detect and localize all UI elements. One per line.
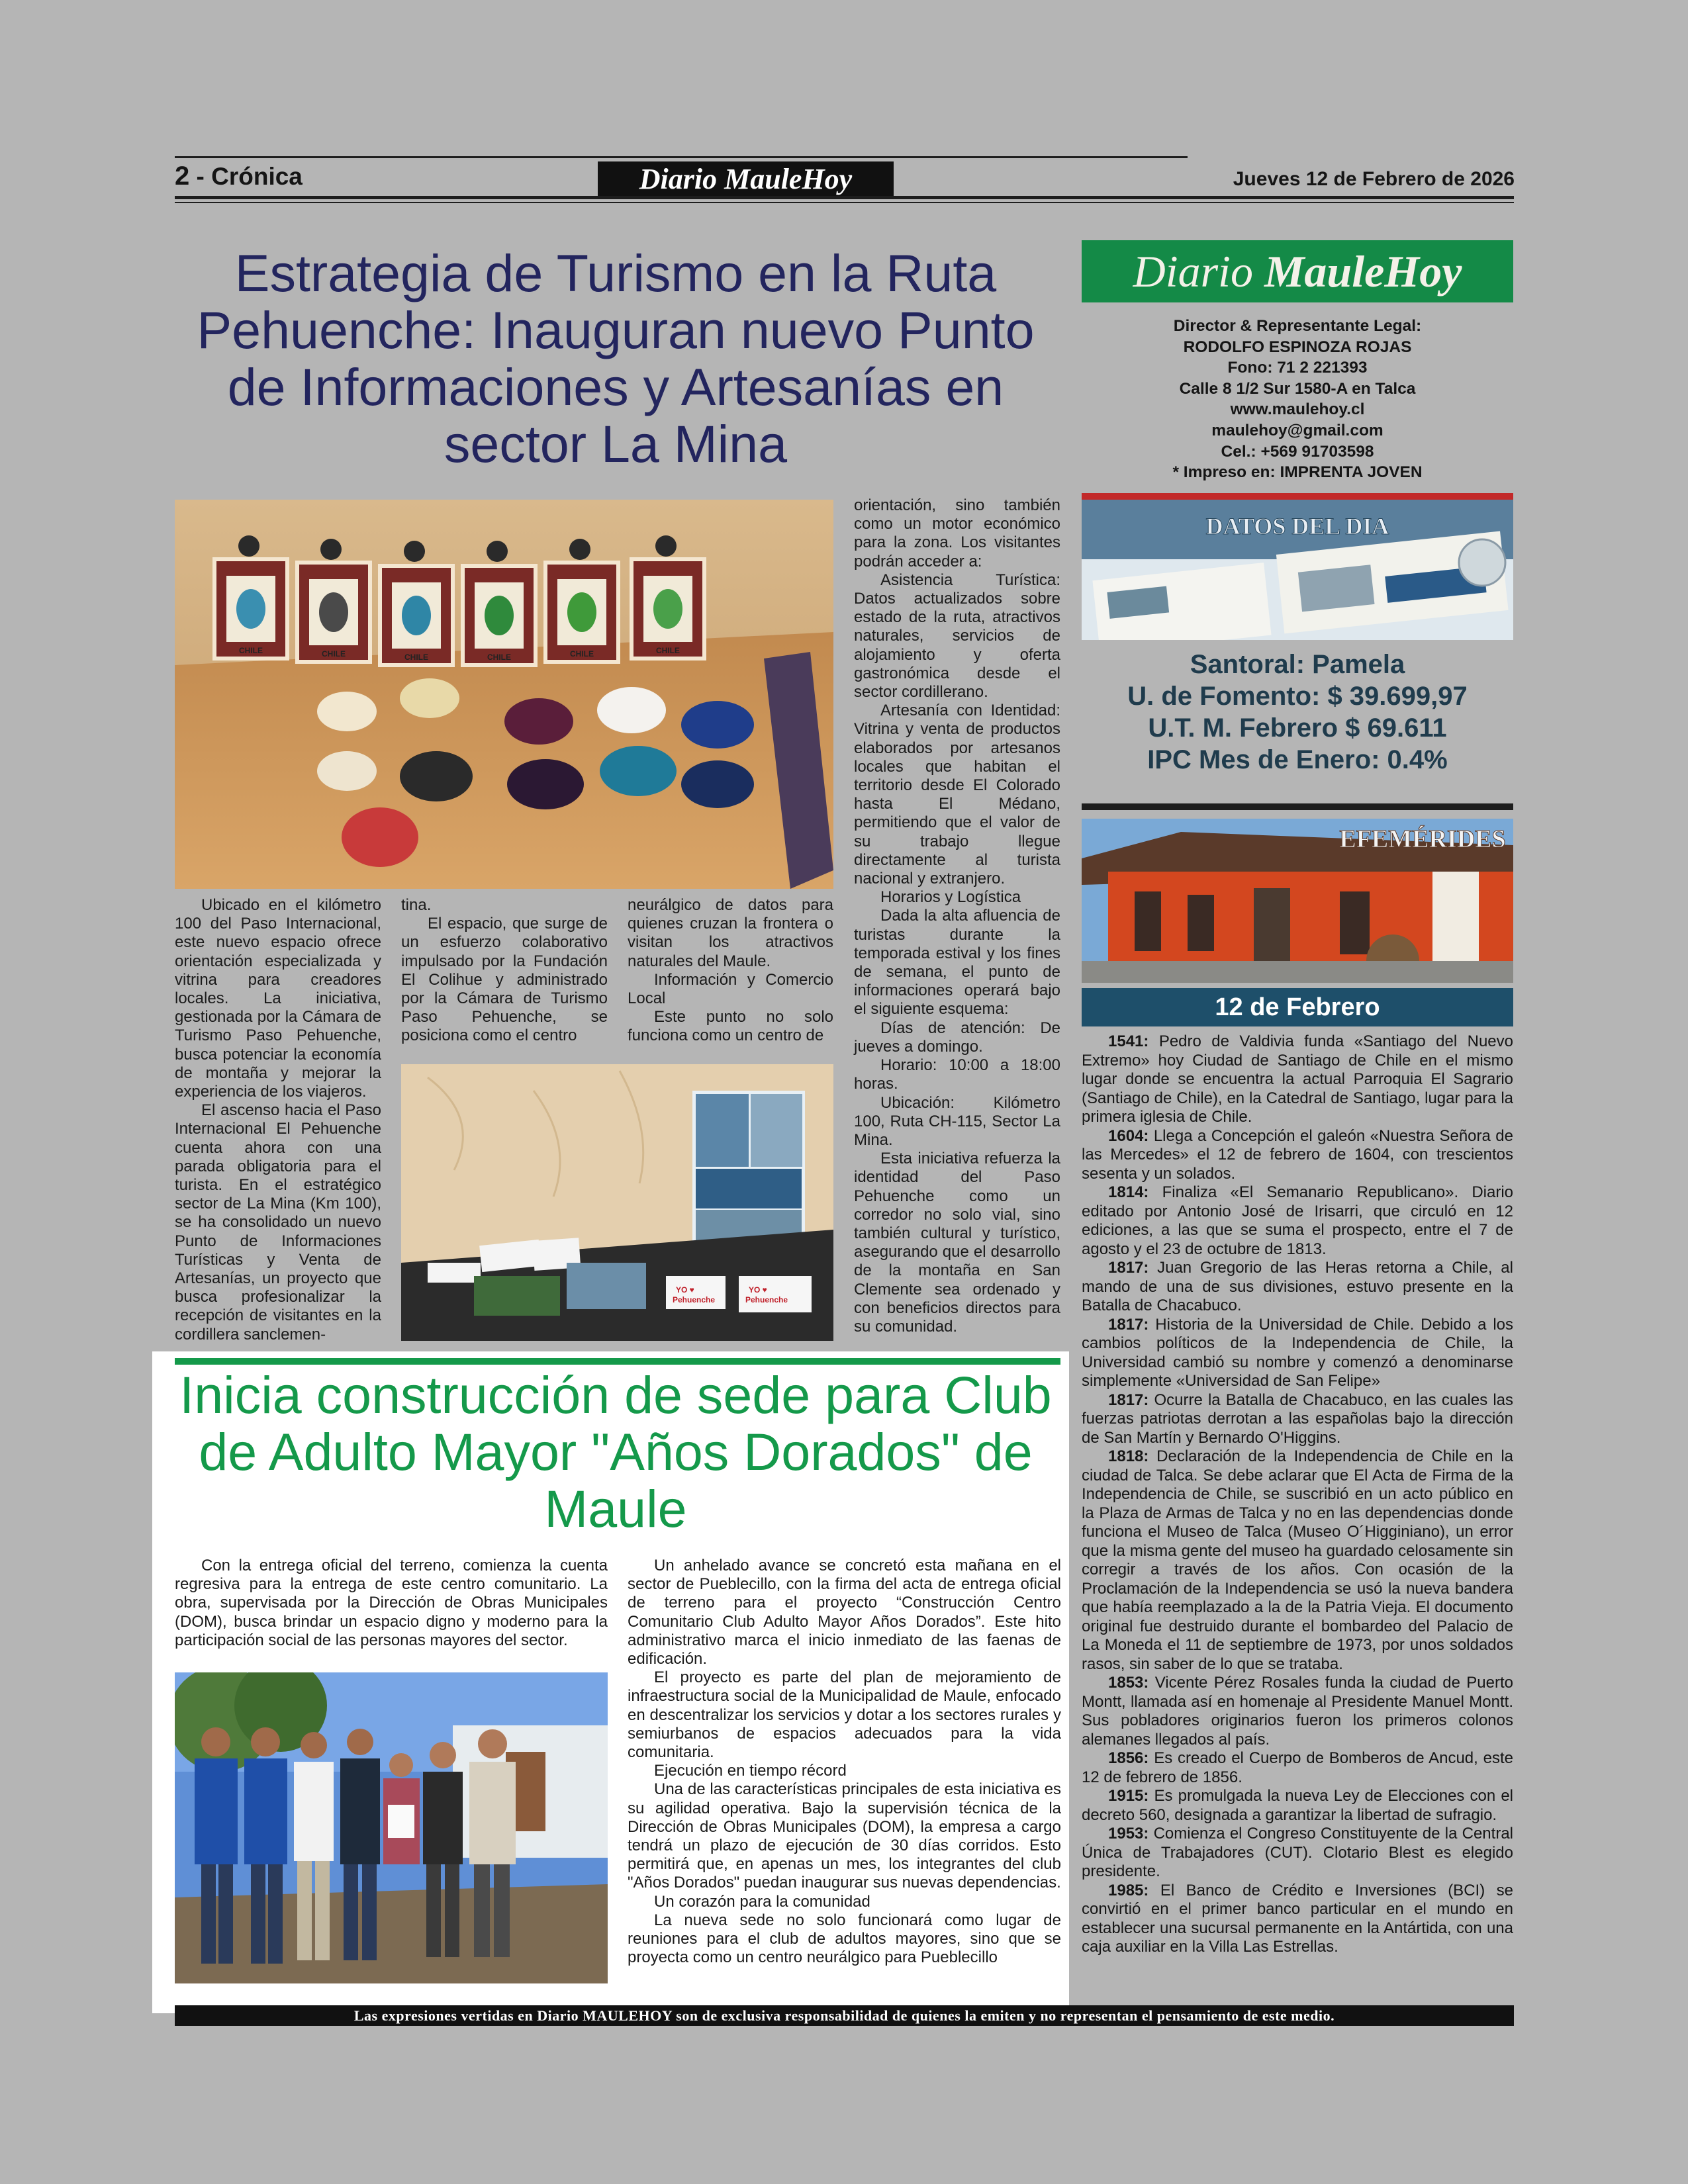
utm-value: U.T. M. Febrero $ 69.611 bbox=[1148, 713, 1447, 743]
paragraph: Horario: 10:00 a 18:00 horas. bbox=[854, 1056, 1060, 1093]
paragraph: Un anhelado avance se concretó esta mañana en el sector de Pueblecillo, con la firma del acta de entrega oficial de terreno para el proyecto “Construcción Centro Comunitario Club Adulto Mayor Años Dorados”. Este hito administrativo marca el inicio inmediato de las faenas de edificación. bbox=[628, 1557, 1061, 1668]
subheading: Un corazón para la comunidad bbox=[654, 1892, 870, 1911]
section-name: - Crónica bbox=[196, 163, 303, 190]
paragraph: Una de las características principales de esta iniciativa es su agilidad operativa. Bajo la supervisión técnica de la Dirección de Obras Municipales (DOM), la empresa a cargo tendrá un plazo de ejecución de 30 días corridos. Esto permitirá que, en apenas un mes, los integrantes del club "Años Dorados" puedan inaugurar sus nuevas dependencias. bbox=[628, 1780, 1061, 1892]
header-logo: Diario MauleHoy bbox=[598, 161, 894, 197]
sign-label-yo: YO ♥ bbox=[749, 1285, 767, 1295]
daily-indicators bbox=[1082, 649, 1513, 776]
article1-column-2 bbox=[401, 896, 608, 1046]
info-line: Director & Representante Legal: bbox=[1173, 317, 1422, 335]
efemerides-list bbox=[1082, 1032, 1513, 1957]
paragraph: Dada la alta afluencia de turistas durante la temporada estival y los fines de semana, el punto de informaciones operará bajo el siguiente esquema: bbox=[854, 907, 1060, 1019]
masthead-logo-b: MauleHoy bbox=[1264, 246, 1462, 296]
info-line: RODOLFO ESPINOZA ROJAS bbox=[1183, 338, 1412, 356]
paragraph: El ascenso hacia el Paso Internacional El Pehuenche cuenta ahora con una parada obligatoria para el turista. En el estratégico sector de La Mina (Km 100), se ha consolidado un nuevo Punto de Informaciones Turísticas y Venta de Artesanías, un proyecto que busca profesionalizar la recepción de visitantes en la cordillera sanclemen- bbox=[175, 1101, 381, 1343]
efemerides-date: 12 de Febrero bbox=[1082, 988, 1513, 1026]
info-line: Cel.: +569 91703598 bbox=[1221, 442, 1374, 461]
paragraph: La nueva sede no solo funcionará como lugar de reuniones para el club de adultos mayores, sino que se proyecta como un centro neurálgico para Pueblecillo bbox=[628, 1911, 1061, 1967]
masthead-logo-a: Diario bbox=[1133, 246, 1264, 296]
subheading: Horarios y Logística bbox=[880, 888, 1021, 907]
ipc-value: IPC Mes de Enero: 0.4% bbox=[1147, 745, 1448, 774]
paragraph: tina. bbox=[401, 896, 432, 914]
efemerides-banner bbox=[1082, 819, 1513, 983]
craft-label: CHILE bbox=[570, 649, 594, 659]
crafts-photo bbox=[175, 500, 833, 889]
article2-top-rule bbox=[175, 1358, 1060, 1365]
efemeride-item: 1985: El Banco de Crédito e Inversiones (BCI) se convirtió en el primer banco particular en el mundo en establecer una sucursal permanente en la Antártida, con una caja auxiliar en la Villa Las Estrellas. bbox=[1082, 1881, 1513, 1956]
paragraph: Esta iniciativa refuerza la identidad del Paso Pehuenche como un corredor no solo vial, sino también cultural y turístico, asegurando que el desarrollo de la montaña en San Clemente sea ordenado y con beneficios directos para su comunidad. bbox=[854, 1150, 1060, 1336]
paragraph: Días de atención: De jueves a domingo. bbox=[854, 1019, 1060, 1056]
article1-column-1 bbox=[175, 896, 381, 1344]
club-photo bbox=[175, 1672, 608, 1983]
paragraph: orientación, sino también como un motor económico para la zona. Los visitantes podrán acceder a: bbox=[854, 496, 1060, 570]
paragraph: El proyecto es parte del plan de mejoramiento de infraestructura social de la Municipalidad de Maule, enfocado en descentralizar los servicios y dotar a los sectores rurales y semiurbanos de espacios adecuados para la vida comunitaria. bbox=[628, 1668, 1061, 1762]
datos-del-dia-banner bbox=[1082, 500, 1513, 640]
article1-column-4 bbox=[854, 496, 1060, 1336]
footer-disclaimer: Las expresiones vertidas en Diario MAULEHOY son de exclusiva responsabilidad de quienes la emiten y no representan el pensamiento de este medio. bbox=[175, 2005, 1514, 2026]
efemeride-item: 1915: Es promulgada la nueva Ley de Elecciones con el decreto 560, designada a garantizar la libertad de sufragio. bbox=[1082, 1787, 1513, 1824]
efemeride-item: 1817: Ocurre la Batalla de Chacabuco, en las cuales las fuerzas patriotas derrotan a las españolas bajo la dirección de San Martín y Bernardo O'Higgins. bbox=[1082, 1390, 1513, 1447]
info-point-photo bbox=[401, 1064, 833, 1341]
article2-headline: Inicia construcción de sede para Club de Adulto Mayor "Años Dorados" de Maule bbox=[179, 1365, 1052, 1538]
header-top-rule bbox=[175, 156, 1188, 158]
masthead-logo bbox=[1082, 240, 1513, 302]
header-rule-thin bbox=[175, 202, 1514, 203]
paragraph: Asistencia Turística: Datos actualizados sobre estado de la ruta, atractivos naturales, servicios de alojamiento y oferta gastronómica desde el sector cordillerano. bbox=[854, 570, 1060, 702]
craft-label: CHILE bbox=[656, 646, 680, 655]
sign-label-pehuenche: Pehuenche bbox=[745, 1295, 788, 1304]
datos-top-rule bbox=[1082, 493, 1513, 500]
article1-headline: Estrategia de Turismo en la Ruta Pehuenche: Inauguran nuevo Punto de Informaciones y Artesanías en sector La Mina bbox=[197, 244, 1035, 473]
craft-label: CHILE bbox=[404, 653, 428, 662]
craft-label: CHILE bbox=[239, 646, 263, 655]
efemeride-item: 1853: Vicente Pérez Rosales funda la ciudad de Puerto Montt, llamada así en homenaje al Presidente Manuel Montt. Sus pobladores originarios fueron los primeros colonos alemanes llegados al país. bbox=[1082, 1674, 1513, 1749]
paragraph: Artesanía con Identidad: Vitrina y venta de productos elaborados por artesanos locales que habitan el territorio desde El Colorado hasta El Médano, permitiendo que el valor de su trabajo llegue directamente al turista nacional y extranjero. bbox=[854, 702, 1060, 888]
paragraph: Con la entrega oficial del terreno, comienza la cuenta regresiva para la entrega de este centro comunitario. La obra, supervisada por la Dirección de Obras Municipales (DOM), busca brindar un espacio digno y moderno para la participación social de las personas mayores del sector. bbox=[175, 1557, 608, 1649]
info-line: * Impreso en: IMPRENTA JOVEN bbox=[1172, 463, 1423, 482]
subheading: Información y Comercio Local bbox=[628, 970, 833, 1008]
article2-column-1 bbox=[175, 1557, 608, 1650]
efemerides-top-rule bbox=[1082, 803, 1513, 810]
efemeride-item: 1817: Juan Gregorio de las Heras retorna a Chile, al mando de una de sus divisiones, estuvo presente en la Batalla de Chacabuco. bbox=[1082, 1259, 1513, 1314]
paragraph: Este punto no solo funciona como un centro de bbox=[628, 1008, 833, 1045]
article1-column-3 bbox=[628, 896, 833, 1046]
craft-label: CHILE bbox=[322, 649, 346, 659]
paragraph: neurálgico de datos para quienes cruzan la frontera o visitan los atractivos naturales del Maule. bbox=[628, 896, 833, 970]
page-number: 2 bbox=[175, 161, 190, 191]
sign-label-yo: YO ♥ bbox=[676, 1285, 694, 1295]
info-line: www.maulehoy.cl bbox=[1230, 400, 1365, 419]
sign-label-pehuenche: Pehuenche bbox=[673, 1295, 716, 1304]
efemeride-item: 1817: Historia de la Universidad de Chile. Debido a los cambios políticos de la Independencia de Chile, la Universidad cambió su nombre y comenzó a denominarse simplemente «Universidad de San Felipe» bbox=[1082, 1315, 1513, 1390]
header-rule bbox=[175, 196, 1514, 199]
header-date: Jueves 12 de Febrero de 2026 bbox=[1233, 168, 1515, 190]
uf-value: U. de Fomento: $ 39.699,97 bbox=[1127, 682, 1468, 711]
efemeride-item: 1604: Llega a Concepción el galeón «Nuestra Señora de las Mercedes» el 12 de febrero de 1604, con trescientos sesenta y un solados. bbox=[1082, 1126, 1513, 1183]
article2-column-2 bbox=[628, 1557, 1061, 1967]
page-section bbox=[175, 161, 303, 191]
datos-label: DATOS DEL DIA bbox=[1205, 513, 1389, 539]
info-line: Calle 8 1/2 Sur 1580-A en Talca bbox=[1179, 379, 1416, 398]
paragraph: El espacio, que surge de un esfuerzo colaborativo impulsado por la Fundación El Colihue y administrado por la Cámara de Turismo Paso Pehuenche, se posiciona como el centro bbox=[401, 915, 608, 1045]
craft-label: CHILE bbox=[487, 653, 511, 662]
info-line: maulehoy@gmail.com bbox=[1211, 421, 1383, 439]
subheading: Ejecución en tiempo récord bbox=[654, 1762, 847, 1780]
efemeride-item: 1541: Pedro de Valdivia funda «Santiago del Nuevo Extremo» hoy Ciudad de Santiago de Chile en el mismo lugar donde se encuentra la actual Parroquia El Sagrario (Santiago de Chile), en la Catedral de Santiago, lugar para la primera iglesia de Chile. bbox=[1082, 1032, 1513, 1126]
santoral: Santoral: Pamela bbox=[1190, 650, 1405, 679]
paragraph: Ubicado en el kilómetro 100 del Paso Internacional, este nuevo espacio ofrece orientación especializada y vitrina para creadores locales. La iniciativa, gestionada por la Cámara de Turismo Paso Pehuenche, busca potenciar la economía de montaña y mejorar la experiencia de los viajeros. bbox=[175, 896, 381, 1101]
paragraph: Ubicación: Kilómetro 100, Ruta CH-115, Sector La Mina. bbox=[854, 1093, 1060, 1149]
masthead-info bbox=[1082, 316, 1513, 483]
efemeride-item: 1856: Es creado el Cuerpo de Bomberos de Ancud, este 12 de febrero de 1856. bbox=[1082, 1749, 1513, 1786]
efemeride-item: 1953: Comienza el Congreso Constituyente de la Central Única de Trabajadores (CUT). Clotario Blest es elegido presidente. bbox=[1082, 1825, 1513, 1880]
efemeride-item: 1814: Finaliza «El Semanario Republicano». Diario editado por Antonio José de Irisarri, que circuló en 12 ediciones, a las que se suma el prospecto, entre el 7 de agosto y el 23 de octubre de 1813. bbox=[1082, 1183, 1513, 1258]
efemeride-item: 1818: Declaración de la Independencia de Chile en la ciudad de Talca. Se debe aclarar que El Acta de Firma de la Independencia de Chile, se suscribió en un acto público en la Plaza de Armas de Talca y no en las dependencias donde funciona el Museo de Talca (Museo O´Higginiano), un error que la misma gente del museo ha guardado celosamente sin corregir a través de los años. Con ocasión de la Proclamación de la Independencia se usó la nueva bandera que había reemplazado a la de la Patria Vieja. El documento original fue destruido durante el bombardeo del Palacio de La Moneda el 11 de septiembre de 1973, por unos soldados rasos, sin saber de lo que se trataba. bbox=[1082, 1447, 1513, 1673]
efemerides-label: EFEMÉRIDES bbox=[1339, 825, 1506, 853]
info-line: Fono: 71 2 221393 bbox=[1227, 359, 1368, 377]
